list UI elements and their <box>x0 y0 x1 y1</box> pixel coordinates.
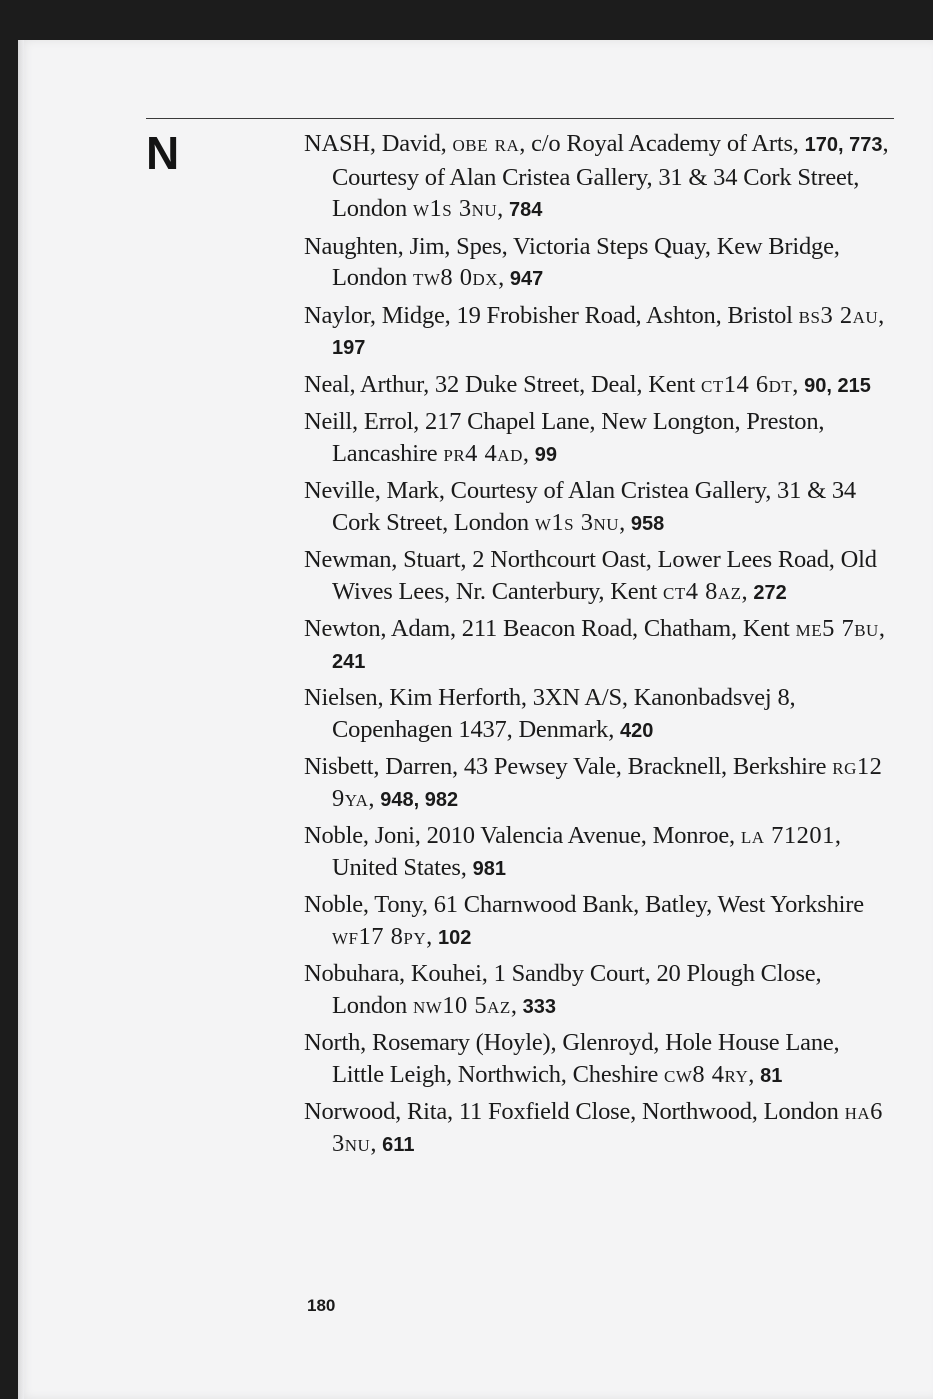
entry-text: , <box>498 264 510 291</box>
entry-text: NASH, David, <box>304 130 453 157</box>
entry-text: , <box>522 439 535 467</box>
page-gutter-shadow <box>18 40 24 1399</box>
index-entry <box>304 613 894 678</box>
index-entry <box>304 682 894 747</box>
page-reference: 170, 773 <box>804 134 883 156</box>
entry-text: , <box>497 195 509 222</box>
entry-text: Neill, Errol, 217 Chapel Lane, New Longton, Preston, Lancashire <box>304 408 825 467</box>
page-reference: 81 <box>760 1064 783 1087</box>
index-entry <box>304 1096 894 1161</box>
entry-text: Newton, Adam, 211 Beacon Road, Chatham, Kent <box>304 615 796 642</box>
entry-text: , <box>792 370 805 398</box>
entry-text: Norwood, Rita, 11 Foxfield Close, Northwood, London <box>304 1098 845 1125</box>
page-reference: 958 <box>630 512 665 535</box>
page-reference: 102 <box>437 926 472 949</box>
entry-text: Naughten, Jim, Spes, Victoria Steps Quay, Kew Bridge, London <box>304 232 840 291</box>
page-number: 180 <box>307 1296 336 1315</box>
postcode: la 71201 <box>740 822 835 849</box>
entry-text: , <box>368 784 381 812</box>
page-reference: 241 <box>332 650 366 673</box>
section-letter: N <box>146 127 180 179</box>
entry-text: Nielsen, Kim Herforth, 3XN A/S, Kanonbadsvej 8, Copenhagen 1437, Denmark, <box>304 684 796 743</box>
entry-text: , c/o Royal Academy of Arts, <box>519 130 805 157</box>
entry-text: , <box>510 991 523 1019</box>
entry-text: , <box>878 301 885 329</box>
postcode: wf17 8py <box>332 922 427 950</box>
index-entry <box>304 231 894 296</box>
entry-text: , <box>741 577 754 605</box>
postcode: ct4 8az <box>663 577 742 605</box>
index-entry <box>304 751 894 816</box>
index-entry <box>304 128 894 227</box>
postcode: w1s 3nu <box>412 195 498 222</box>
entry-text: Newman, Stuart, 2 Northcourt Oast, Lower Lees Road, Old Wives Lees, Nr. Canterbury, Kent <box>304 546 877 605</box>
entry-text: , <box>370 1129 383 1157</box>
index-entry <box>304 958 894 1023</box>
entry-text: , <box>748 1060 761 1088</box>
index-entry <box>304 544 894 609</box>
page-reference: 611 <box>382 1133 415 1156</box>
index-entry <box>304 1027 894 1092</box>
entry-text: Neville, Mark, Courtesy of Alan Cristea Gallery, 31 & 34 Cork Street, London <box>304 477 856 536</box>
postcode: cw8 4ry <box>664 1060 749 1088</box>
page-reference: 981 <box>472 857 506 880</box>
index-entry <box>304 406 894 471</box>
header-rule <box>146 118 894 119</box>
index-entry <box>304 820 894 885</box>
postcode: ct14 6dt <box>701 370 793 398</box>
page-reference: 90, 215 <box>804 374 871 397</box>
page-reference: 784 <box>509 199 543 221</box>
page-reference: 197 <box>332 337 366 359</box>
postcode: tw8 0dx <box>412 264 499 291</box>
entry-text: North, Rosemary (Hoyle), Glenroyd, Hole House Lane, Little Leigh, Northwich, Cheshire <box>304 1029 840 1088</box>
page-reference: 272 <box>753 581 787 604</box>
page-reference: 99 <box>534 443 557 466</box>
postcode: nw10 5az <box>412 991 511 1019</box>
entry-text: , <box>878 615 885 642</box>
postcode: rg12 9ya <box>332 753 883 812</box>
postcode: obe ra <box>452 130 520 157</box>
postcode: ha6 3nu <box>332 1098 883 1157</box>
entry-text: , Courtesy of Alan Cristea Gallery, 31 & 34 Cork Street, London <box>332 130 889 222</box>
postcode: w1s 3nu <box>534 508 620 536</box>
entry-text: Naylor, Midge, 19 Frobisher Road, Ashton, Bristol <box>304 301 799 329</box>
entry-text: , <box>619 508 631 536</box>
index-entry <box>304 889 894 954</box>
page-reference: 333 <box>522 995 557 1018</box>
page-reference: 420 <box>620 719 654 742</box>
entry-text: , <box>426 922 438 950</box>
index-entry <box>304 369 894 403</box>
postcode: bs3 2au <box>798 301 879 329</box>
index-entry <box>304 300 894 365</box>
entry-text: , United States, <box>332 822 841 881</box>
postcode: pr4 4ad <box>443 439 523 467</box>
index-entry <box>304 475 894 540</box>
entry-text: Nobuhara, Kouhei, 1 Sandby Court, 20 Plough Close, London <box>304 960 822 1019</box>
entry-text: Nisbett, Darren, 43 Pewsey Vale, Bracknell, Berkshire <box>304 753 833 780</box>
postcode: me5 7bu <box>795 615 879 642</box>
entry-text: Noble, Tony, 61 Charnwood Bank, Batley, West Yorkshire <box>304 891 864 918</box>
entry-text: Neal, Arthur, 32 Duke Street, Deal, Kent <box>304 370 701 398</box>
page-reference: 947 <box>509 268 544 290</box>
page-reference: 948, 982 <box>380 788 459 811</box>
entry-text: Noble, Joni, 2010 Valencia Avenue, Monroe, <box>304 822 741 849</box>
index-entry-list <box>304 128 894 1165</box>
